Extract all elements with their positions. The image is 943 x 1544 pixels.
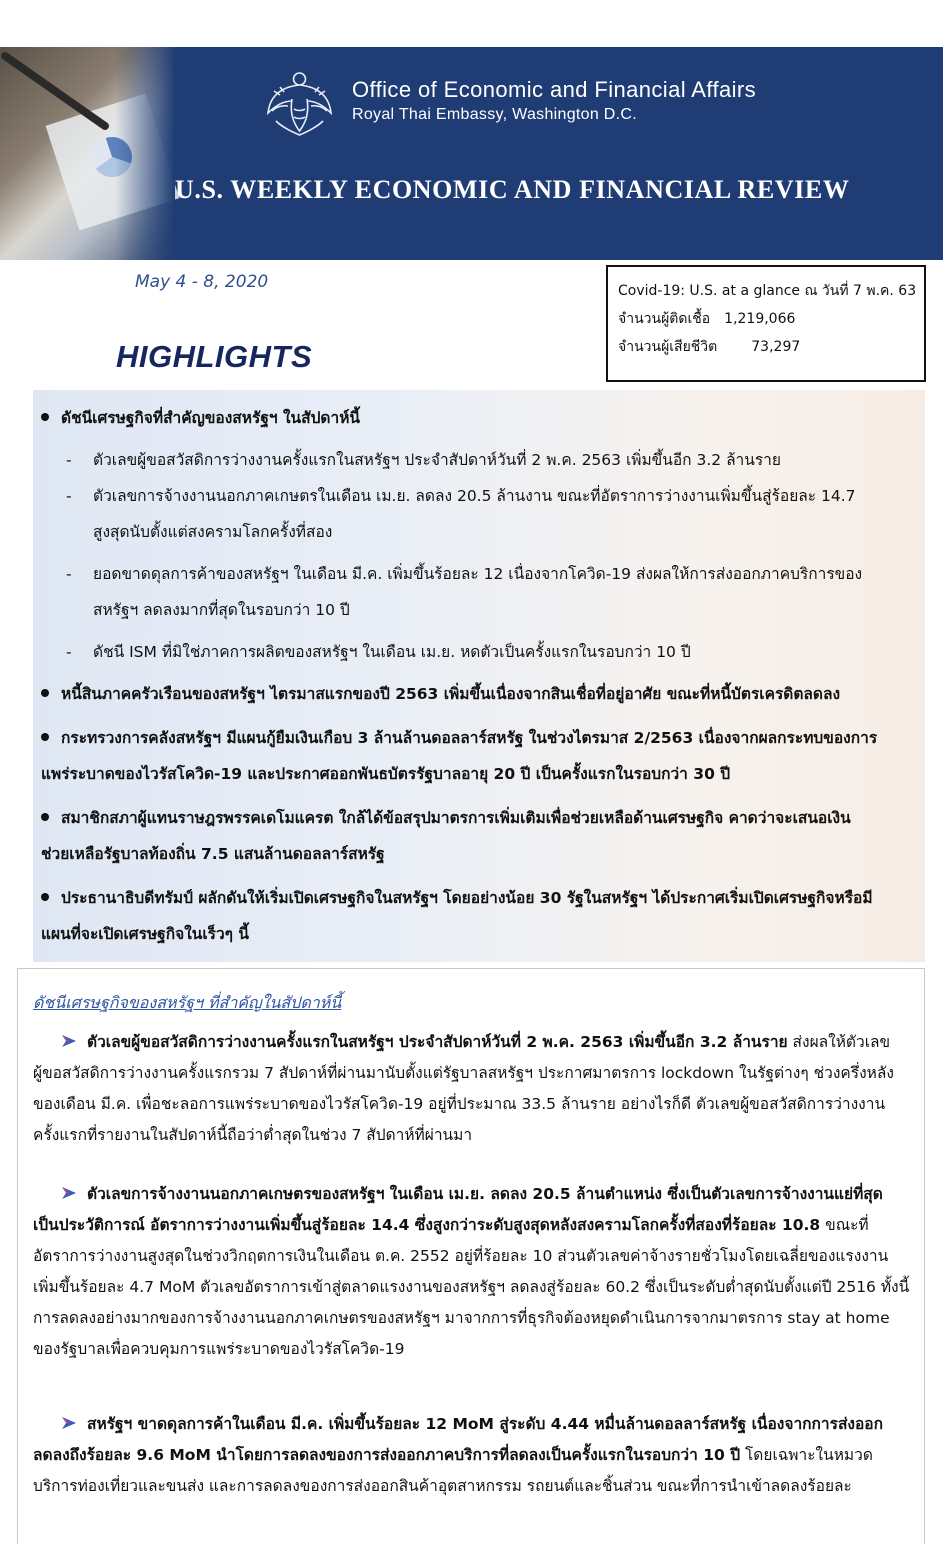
highlight-text: ดัชนีเศรษฐกิจที่สำคัญของสหรัฐฯ ในสัปดาห์นี้	[61, 409, 361, 427]
highlight-text: สมาชิกสภาผู้แทนราษฎรพรรคเดโมแครต ใกล้ได้ข้อสรุปมาตรการเพิ่มเติมเพื่อช่วยเหลือด้านเศรษฐกิจ คาดว่าจะเสนอเงิน	[61, 809, 851, 827]
subitem-text: ตัวเลขผู้ขอสวัสดิการว่างงานครั้งแรกในสหรัฐฯ ประจำสัปดาห์วันที่ 2 พ.ค. 2563 เพิ่มขึ้นอีก 3.2 ล้านราย	[93, 451, 781, 469]
paragraph-text: การลดลงอย่างมากของการจ้างงานนอกภาคเกษตรของสหรัฐฯ มาจากการที่ธุรกิจต้องหยุดดำเนินการจากมาตรการ stay at home	[33, 1309, 890, 1327]
highlight-item	[41, 720, 917, 756]
bullet-icon	[41, 689, 49, 697]
detail-paragraph-1	[33, 1027, 912, 1151]
paragraph-text: ส่งผลให้ตัวเลข	[787, 1033, 891, 1051]
subitem-text: ดัชนี ISM ที่มิใช่ภาคการผลิตของสหรัฐฯ ในเดือน เม.ย. หดตัวเป็นครั้งแรกในรอบกว่า 10 ปี	[93, 643, 691, 661]
covid-deaths-row	[618, 333, 924, 361]
covid-title: Covid-19: U.S. at a glance ณ วันที่ 7 พ.ค. 63	[618, 283, 917, 299]
paragraph-text: ผู้ขอสวัสดิการว่างงานครั้งแรกรวม 7 สัปดาห์ที่ผ่านมานับตั้งแต่รัฐบาลสหรัฐฯ ประกาศมาตรการ lockdown ในรัฐต่างๆ ช่วงครึ่งหลัง	[33, 1064, 894, 1082]
highlights-title: HIGHLIGHTS	[116, 339, 313, 374]
garuda-emblem-icon	[262, 65, 337, 140]
highlight-text: ช่วยเหลือรัฐบาลท้องถิ่น 7.5 แสนล้านดอลลาร์สหรัฐ	[41, 845, 385, 863]
arrow-bullet-icon	[61, 1416, 77, 1430]
highlight-item-cont	[41, 916, 917, 952]
highlight-item	[41, 800, 917, 836]
paragraph-lead: สหรัฐฯ ขาดดุลการค้าในเดือน มี.ค. เพิ่มขึ้นร้อยละ 12 MoM สู่ระดับ 4.44 หมื่นล้านดอลลาร์สหรัฐ เนื่องจากการส่งออก	[87, 1415, 883, 1433]
highlight-item	[41, 400, 917, 436]
paragraph-text: ของเดือน มี.ค. เพื่อชะลอการแพร่ระบาดของไวรัสโควิด-19 อยู่ที่ประมาณ 33.5 ล้านราย อย่างไรก็ดี ตัวเลขผู้ขอสวัสดิการว่างงาน	[33, 1095, 886, 1113]
highlight-text: หนี้สินภาคครัวเรือนของสหรัฐฯ ไตรมาสแรกของปี 2563 เพิ่มขึ้นเนื่องจากสินเชื่อที่อยู่อาศัย ขณะที่หนี้บัตรเครดิตลดลง	[61, 685, 841, 703]
dash-icon: -	[66, 487, 72, 505]
paragraph-text: ครั้งแรกที่รายงานในสัปดาห์นี้ถือว่าต่ำสุดในช่วง 7 สัปดาห์ที่ผ่านมา	[33, 1126, 473, 1144]
highlight-text: ประธานาธิบดีทรัมป์ ผลักดันให้เริ่มเปิดเศรษฐกิจในสหรัฐฯ โดยอย่างน้อย 30 รัฐในสหรัฐฯ ได้ประกาศเริ่มเปิดเศรษฐกิจหรือมี	[61, 889, 873, 907]
highlight-text: แผนที่จะเปิดเศรษฐกิจในเร็วๆ นี้	[41, 925, 250, 943]
highlight-item-cont	[41, 756, 917, 792]
paragraph-text: บริการท่องเที่ยวและขนส่ง และการลดลงของการส่งออกสินค้าอุตสาหกรรม รถยนต์และชิ้นส่วน ขณะที่การนำเข้าลดลงร้อยละ	[33, 1477, 852, 1495]
arrow-bullet-icon	[61, 1034, 77, 1048]
review-title: U.S. WEEKLY ECONOMIC AND FINANCIAL REVIEW	[175, 175, 850, 204]
detail-paragraph-2	[33, 1179, 912, 1365]
highlights-panel	[33, 390, 925, 962]
header-banner	[0, 47, 943, 260]
report-date: May 4 - 8, 2020	[135, 272, 269, 292]
paragraph-text: โดยเฉพาะในหมวด	[740, 1446, 873, 1464]
deaths-label: จำนวนผู้เสียชีวิต	[618, 339, 718, 355]
detail-section	[17, 968, 925, 1544]
cases-value: 1,219,066	[724, 311, 796, 327]
bullet-icon	[41, 413, 49, 421]
bullet-icon	[41, 733, 49, 741]
subitem-text: ตัวเลขการจ้างงานนอกภาคเกษตรในเดือน เม.ย. ลดลง 20.5 ล้านงาน ขณะที่อัตราการว่างงานเพิ่มขึ้นสู่ร้อยละ 14.7	[93, 487, 856, 505]
cases-label: จำนวนผู้ติดเชื้อ	[618, 311, 711, 327]
paragraph-text: ของรัฐบาลเพื่อควบคุมการแพร่ระบาดของไวรัสโควิด-19	[33, 1340, 405, 1358]
paragraph-text: เพิ่มขึ้นร้อยละ 4.7 MoM ตัวเลขอัตราการเข้าสู่ตลาดแรงงานของสหรัฐฯ ลดลงสู่ร้อยละ 60.2 ซึ่งเป็นระดับต่ำสุดนับตั้งแต่ปี 2516 ทั้งนี้	[33, 1278, 910, 1296]
highlight-item	[41, 676, 917, 712]
dash-icon: -	[66, 643, 72, 661]
paragraph-text: อัตราการว่างงานสูงสุดในช่วงวิกฤตการเงินในเดือน ต.ค. 2552 อยู่ที่ร้อยละ 10 ส่วนตัวเลขค่าจ้างรายชั่วโมงโดยเฉลี่ยของแรงงาน	[33, 1247, 889, 1265]
paragraph-text: ขณะที่	[820, 1216, 869, 1234]
highlight-item-cont	[41, 836, 917, 872]
paragraph-lead: เป็นประวัติการณ์ อัตราการว่างงานเพิ่มขึ้นสู่ร้อยละ 14.4 ซึ่งสูงกว่าระดับสูงสุดหลังสงครามโลกครั้งที่สองที่ร้อยละ 10.8	[33, 1216, 821, 1234]
subitem-text: ยอดขาดดุลการค้าของสหรัฐฯ ในเดือน มี.ค. เพิ่มขึ้นร้อยละ 12 เนื่องจากโควิด-19 ส่งผลให้การส่งออกภาคบริการของ	[93, 565, 863, 583]
detail-heading: ดัชนีเศรษฐกิจของสหรัฐฯ ที่สำคัญในสัปดาห์นี้	[33, 993, 342, 1012]
dash-icon: -	[66, 451, 72, 469]
bullet-icon	[41, 893, 49, 901]
office-subtitle: Royal Thai Embassy, Washington D.C.	[352, 106, 637, 123]
highlight-item	[41, 880, 917, 916]
highlight-text: กระทรวงการคลังสหรัฐฯ มีแผนกู้ยืมเงินเกือบ 3 ล้านล้านดอลลาร์สหรัฐ ในช่วงไตรมาส 2/2563 เนื่องจากผลกระทบของการ	[61, 729, 878, 747]
highlight-text: แพร่ระบาดของไวรัสโควิด-19 และประกาศออกพันธบัตรรัฐบาลอายุ 20 ปี เป็นครั้งแรกในรอบกว่า 30 ปี	[41, 765, 731, 783]
subitem-text: สูงสุดนับตั้งแต่สงครามโลกครั้งที่สอง	[93, 523, 333, 541]
subitem-text: สหรัฐฯ ลดลงมากที่สุดในรอบกว่า 10 ปี	[93, 601, 350, 619]
paragraph-lead: ตัวเลขการจ้างงานนอกภาคเกษตรของสหรัฐฯ ในเดือน เม.ย. ลดลง 20.5 ล้านตำแหน่ง ซึ่งเป็นตัวเลขการจ้างงานแย่ที่สุด	[87, 1185, 883, 1203]
banner-photo	[0, 47, 175, 260]
covid-summary-box	[606, 265, 926, 382]
covid-cases-row	[618, 305, 924, 333]
office-title: Office of Economic and Financial Affairs	[352, 77, 757, 102]
paragraph-lead: ลดลงถึงร้อยละ 9.6 MoM นำโดยการลดลงของการส่งออกภาคบริการที่ลดลงเป็นครั้งแรกในรอบกว่า 10 ปี	[33, 1446, 741, 1464]
pen-decoration	[0, 50, 111, 131]
bullet-icon	[41, 813, 49, 821]
detail-paragraph-3	[33, 1409, 912, 1502]
paragraph-lead: ตัวเลขผู้ขอสวัสดิการว่างงานครั้งแรกในสหรัฐฯ ประจำสัปดาห์วันที่ 2 พ.ค. 2563 เพิ่มขึ้นอีก 3.2 ล้านราย	[87, 1033, 788, 1051]
arrow-bullet-icon	[61, 1186, 77, 1200]
photo-fade	[115, 47, 175, 260]
deaths-value: 73,297	[751, 339, 801, 355]
dash-icon: -	[66, 565, 72, 583]
